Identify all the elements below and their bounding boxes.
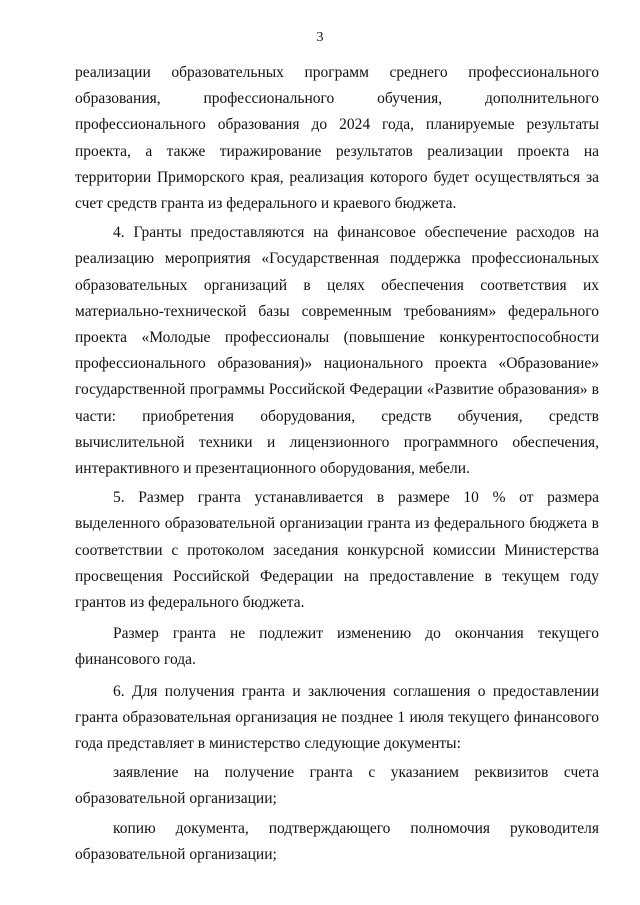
paragraph-item-5: 5. Размер гранта устанавливается в размере 10 % от размера выделенного образовательной организации гранта из федерального бюджета в соответствии с протоколом заседания конкурсной комиссии Министерства просвещения Российской Федерации на предоставление в текущем году грантов из федерального бюджета. [75, 489, 599, 612]
paragraph-item-4: 4. Гранты предоставляются на финансовое обеспечение расходов на реализацию мероприятия «Государственная поддержка профессиональных образовательных организаций в целях обеспечения соответствия их материально-технической базы современным требованиям» федерального проекта «Молодые профессионалы (повышение конкурентоспособности профессионального образования)» национального проекта «Образование» государственной программы Российской Федерации «Развитие образования» в части: приобретения оборудования, средств обучения, средств вычислительной техники и лицензионного программного обеспечения, интерактивного и презентационного оборудования, мебели. [75, 224, 599, 478]
list-item-authority-copy: копию документа, подтверждающего полномочия руководителя образовательной организации; [75, 819, 599, 863]
paragraph-continuation: реализации образовательных программ среднего профессионального образования, профессионального обучения, дополнительного профессионального образования до 2024 года, планируемые результаты проекта, а также тиражирование результатов реализации проекта на территории Приморского края, реализация которого будет осуществляться за счет средств гранта из федерального и краевого бюджета. [75, 64, 599, 213]
page-number: 3 [316, 30, 324, 45]
document-body [75, 60, 599, 868]
paragraph-grant-size: Размер гранта не подлежит изменению до окончания текущего финансового года. [75, 625, 599, 669]
paragraph-item-6: 6. Для получения гранта и заключения соглашения о предоставлении гранта образовательная организация не позднее 1 июля текущего финансового года представляет в министерство следующие документы: [75, 682, 599, 753]
list-item-application: заявление на получение гранта с указанием реквизитов счета образовательной организации; [75, 764, 599, 808]
